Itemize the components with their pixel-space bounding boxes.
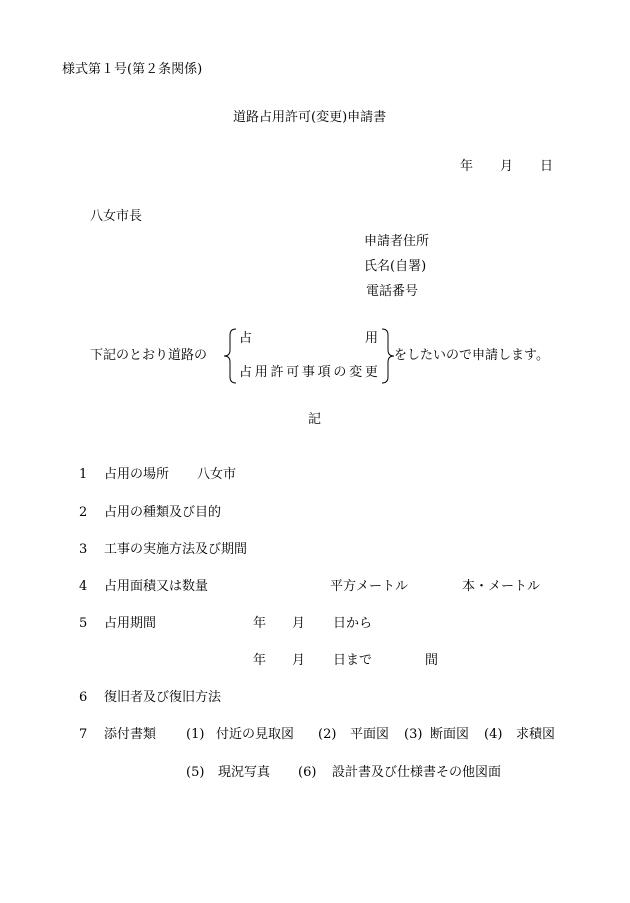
document-title: 道路占用許可(変更)申請書 xyxy=(233,110,387,125)
attachment-name: 平面図 xyxy=(350,727,390,742)
period-from-month: 月 xyxy=(292,616,306,631)
item-number: 7 xyxy=(79,727,88,742)
item-number: 4 xyxy=(79,579,88,594)
item-number: 3 xyxy=(79,542,88,557)
left-brace xyxy=(222,327,240,385)
item-label: 添付書類 xyxy=(104,727,157,742)
item-label: 占用期間 xyxy=(104,616,157,631)
attachment-number: (1) xyxy=(186,727,205,742)
period-to-day: 日まで xyxy=(333,653,373,668)
option-change-char: 許 xyxy=(270,365,284,380)
attachment-name: 現況写真 xyxy=(218,765,271,780)
request-suffix: をしたいので申請します。 xyxy=(394,348,549,363)
applicant-address-label: 申請者住所 xyxy=(364,234,430,249)
attachment-name: 付近の見取図 xyxy=(216,727,295,742)
item-value: 八女市 xyxy=(197,467,237,482)
item-number: 5 xyxy=(79,616,88,631)
ki-heading: 記 xyxy=(308,412,322,427)
option-change-char: 用 xyxy=(254,365,268,380)
request-prefix: 下記のとおり道路の xyxy=(90,348,208,363)
item-label: 占用面積又は数量 xyxy=(104,579,209,594)
option-change-char: の xyxy=(333,365,347,380)
attachment-number: (2) xyxy=(318,727,337,742)
unit-pieces-meters: 本・メートル xyxy=(462,579,541,594)
attachment-name: 断面図 xyxy=(430,727,470,742)
form-number: 様式第１号(第２条関係) xyxy=(62,62,203,77)
addressee: 八女市長 xyxy=(90,209,143,224)
item-number: 1 xyxy=(79,467,88,482)
period-from-day: 日から xyxy=(333,616,373,631)
attachment-number: (6) xyxy=(298,765,317,780)
date-day-label: 日 xyxy=(540,159,554,174)
option-occupy-char: 用 xyxy=(364,331,378,346)
option-change-char: 変 xyxy=(349,365,363,380)
period-between: 間 xyxy=(425,653,439,668)
option-change-char: 事 xyxy=(301,365,315,380)
item-number: 2 xyxy=(79,505,88,520)
option-change-char: 項 xyxy=(317,365,331,380)
option-change-char: 占 xyxy=(239,365,253,380)
attachment-name: 設計書及び仕様書その他図面 xyxy=(332,765,502,780)
option-change-char: 更 xyxy=(364,365,378,380)
date-month-label: 月 xyxy=(500,159,514,174)
option-occupy xyxy=(239,332,378,345)
period-to-month: 月 xyxy=(292,653,306,668)
item-label: 工事の実施方法及び期間 xyxy=(104,542,248,557)
applicant-phone-label: 電話番号 xyxy=(366,284,419,299)
date-year-label: 年 xyxy=(460,159,474,174)
option-change-char: 可 xyxy=(286,365,300,380)
attachment-number: (4) xyxy=(484,727,503,742)
option-change xyxy=(239,366,378,379)
item-label: 復旧者及び復旧方法 xyxy=(104,690,222,705)
attachment-number: (3) xyxy=(404,727,423,742)
item-label: 占用の種類及び目的 xyxy=(104,505,222,520)
attachment-name: 求積図 xyxy=(516,727,556,742)
period-to-year: 年 xyxy=(253,653,267,668)
unit-square-meters: 平方メートル xyxy=(330,579,409,594)
option-occupy-char: 占 xyxy=(239,331,253,346)
attachment-number: (5) xyxy=(186,765,205,780)
period-from-year: 年 xyxy=(253,616,267,631)
item-label: 占用の場所 xyxy=(104,467,170,482)
applicant-name-label: 氏名(自署) xyxy=(364,259,427,274)
item-number: 6 xyxy=(79,690,88,705)
